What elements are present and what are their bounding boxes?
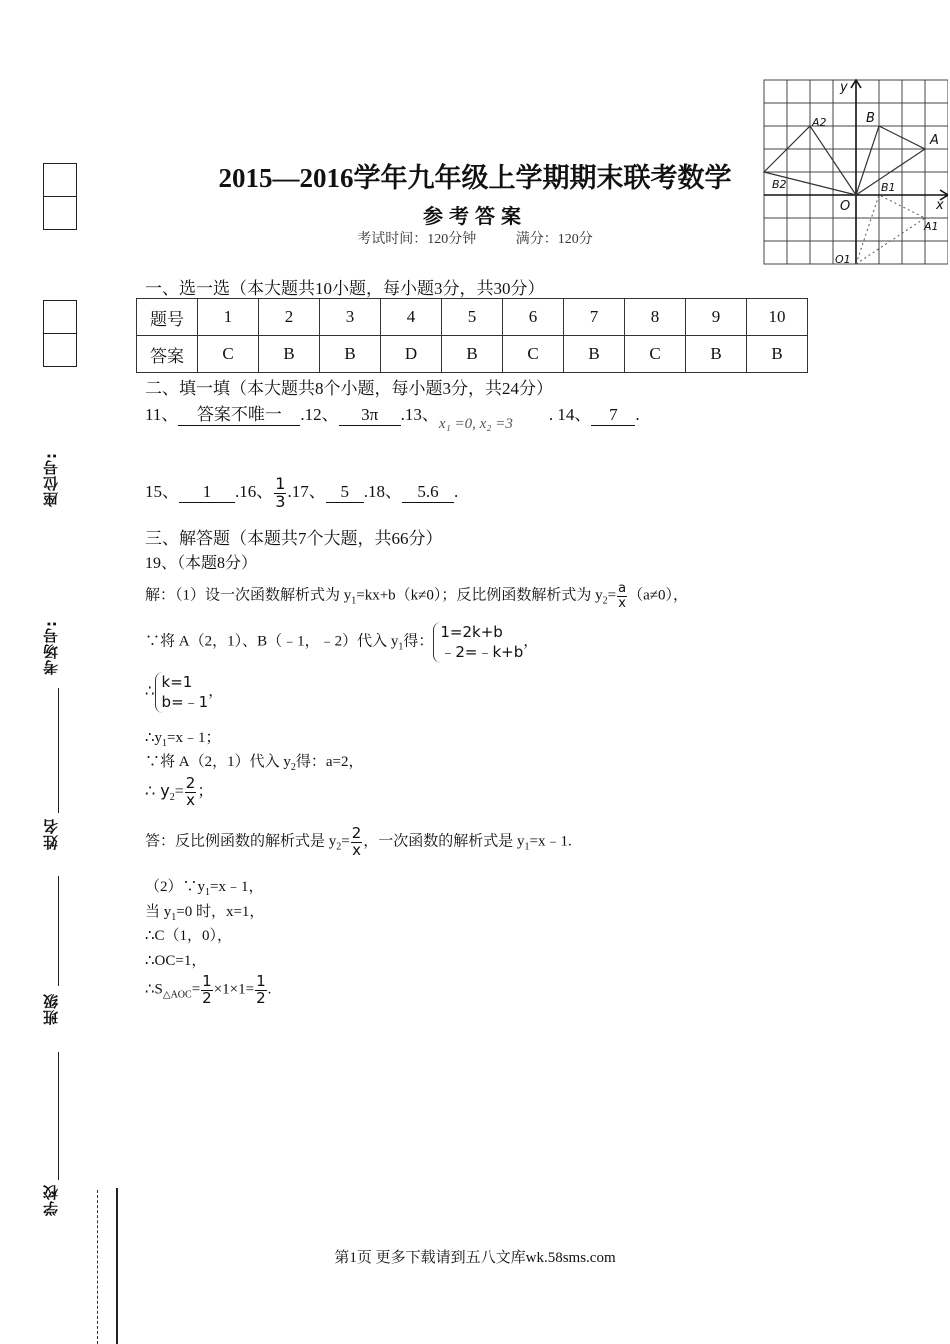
sub: 1 xyxy=(398,641,404,653)
s8a: （2）∵y xyxy=(145,879,206,895)
s12c: ×1×1= xyxy=(213,981,255,998)
sub: 2 xyxy=(602,595,608,607)
s3b: ， xyxy=(208,683,224,700)
table-cell: C xyxy=(625,336,686,373)
fill-row-2 xyxy=(145,476,458,511)
frac-den: x xyxy=(186,790,195,809)
name-label: 姓名 xyxy=(42,818,60,850)
s4a: ∴y xyxy=(145,730,163,746)
q14-end: . xyxy=(635,405,640,424)
s12e: . xyxy=(267,981,272,998)
frac-1-over-2 xyxy=(201,974,213,1007)
s6b: = xyxy=(174,782,184,800)
q13-label: .13、 xyxy=(400,405,439,424)
table-cell: 3 xyxy=(320,299,381,336)
table-cell: B xyxy=(686,336,747,373)
s1d: （a≠0）， xyxy=(628,587,688,604)
table-cell: 10 xyxy=(747,299,808,336)
equation-system-2 xyxy=(155,672,209,713)
binding-line-dashed xyxy=(97,1190,98,1344)
graph-label-a: A xyxy=(930,133,939,148)
fill-row-1 xyxy=(145,400,640,433)
s8b: =x﹣1， xyxy=(210,879,264,895)
q17-answer: 5 xyxy=(326,482,364,503)
table-cell: B xyxy=(259,336,320,373)
q19-heading: 19、（本题8分） xyxy=(145,555,258,572)
solution-line-5 xyxy=(145,750,363,773)
s2a: ∵将 A（2，1）、B（﹣1，﹣2）代入 y xyxy=(145,633,399,650)
q15-label: 15、 xyxy=(145,482,179,502)
exam-room-label: 考场号: xyxy=(42,620,60,675)
frac-num: 1 xyxy=(256,972,266,990)
graph-label-b: B xyxy=(866,111,875,126)
q12-answer: 3π xyxy=(339,405,401,426)
table-cell: 2 xyxy=(259,299,320,336)
q16-label: .16、 xyxy=(235,482,274,502)
frac-den: x xyxy=(618,595,626,611)
q14-label: . 14、 xyxy=(548,405,592,424)
sub: 1 xyxy=(205,887,211,898)
q18-label: .18、 xyxy=(363,482,402,502)
s4b: =x﹣1； xyxy=(167,730,221,746)
class-line xyxy=(58,1052,59,1180)
table-cell: C xyxy=(198,336,259,373)
graph-label-b1: B1 xyxy=(881,181,896,194)
sub: 2 xyxy=(336,841,342,853)
table-cell: 8 xyxy=(625,299,686,336)
table-cell: B xyxy=(442,336,503,373)
q17-label: .17、 xyxy=(287,482,326,502)
frac-1-over-2 xyxy=(255,974,267,1007)
solution-line-6 xyxy=(145,776,213,809)
graph-label-b2: B2 xyxy=(772,178,787,191)
frac-num: 1 xyxy=(202,972,212,990)
s12b: = xyxy=(191,981,201,998)
q15-answer: 1 xyxy=(179,482,235,503)
eq-line: k=1 xyxy=(161,673,193,691)
document-title: 2015—2016学年九年级上学期期末联考数学 xyxy=(218,163,732,193)
sub: 1 xyxy=(162,738,168,749)
frac-den: x xyxy=(352,840,361,859)
s6a: ∴ y xyxy=(145,780,170,800)
eq-line: ﹣2=﹣k+b xyxy=(440,643,524,662)
s6c: ； xyxy=(197,782,214,800)
solution-line-11: ∴OC=1， xyxy=(145,953,207,969)
section2-heading: 二、填一填（本大题共8个小题，每小题3分，共24分） xyxy=(145,379,553,398)
solution-line-9 xyxy=(145,900,264,923)
q16-answer xyxy=(274,476,286,511)
s1a: 解：（1）设一次函数解析式为 y xyxy=(145,587,352,604)
solution-line-1 xyxy=(145,582,688,610)
s7b: = xyxy=(341,833,350,850)
frac-den: 2 xyxy=(256,988,266,1007)
class-label: 班级 xyxy=(42,993,60,1025)
q14-answer: 7 xyxy=(591,405,635,426)
sub: 2 xyxy=(169,792,175,804)
sub: 1 xyxy=(171,912,177,923)
graph-label-o1: O1 xyxy=(835,253,851,266)
s2b: 得： xyxy=(403,633,434,650)
q13-answer: x₁ =0, x₂ =3 xyxy=(438,416,513,432)
s7c: ，一次函数的解析式是 y xyxy=(363,833,525,850)
table-cell: 9 xyxy=(686,299,747,336)
s3a: ∴ xyxy=(145,683,155,700)
frac-den: 2 xyxy=(202,988,212,1007)
solution-line-10: ∴C（1，0）， xyxy=(145,928,233,944)
s5b: 得：a=2， xyxy=(295,754,364,770)
s9a: 当 y xyxy=(145,904,172,920)
frac-num: 2 xyxy=(351,824,362,842)
sub: 1 xyxy=(351,595,357,607)
q11-answer: 答案不唯一 xyxy=(178,400,300,426)
graph-label-o: O xyxy=(840,199,851,214)
table-cell: 1 xyxy=(198,299,259,336)
sub: 1 xyxy=(524,841,530,853)
frac-num: a xyxy=(618,581,627,596)
frac-2-over-x xyxy=(185,776,197,809)
document-subtitle: 参考答案 xyxy=(423,204,527,228)
exam-meta xyxy=(0,228,950,248)
solution-line-4 xyxy=(145,726,221,749)
page-footer: 第1页 更多下载请到五八文库wk.58sms.com xyxy=(334,1250,616,1266)
frac-num: 2 xyxy=(185,774,196,792)
q16-den: 3 xyxy=(275,491,286,511)
graph-label-y: y xyxy=(840,80,848,95)
table-cell: 4 xyxy=(381,299,442,336)
sub: △AOC xyxy=(162,989,192,1001)
s1b: =kx+b（k≠0）；反比例函数解析式为 y xyxy=(356,587,603,604)
table-cell: C xyxy=(503,336,564,373)
s7a: 答：反比例函数的解析式是 y xyxy=(145,833,337,850)
frac-a-over-x xyxy=(617,582,627,610)
table-cell: B xyxy=(747,336,808,373)
section3-heading: 三、解答题（本题共7个大题，共66分） xyxy=(145,529,443,548)
eq-line: 1=2k+b xyxy=(440,623,503,641)
exam-room-line xyxy=(58,688,59,813)
s9b: =0 时，x=1， xyxy=(176,904,265,920)
answer-table xyxy=(136,298,808,373)
solution-line-7 xyxy=(145,826,572,859)
q18-answer: 5.6 xyxy=(402,482,454,503)
seat-number-label: 座位号: xyxy=(42,452,60,507)
table-row-answers xyxy=(137,336,808,373)
exam-score: 满分：120分 xyxy=(515,232,593,247)
frac-2-over-x xyxy=(351,826,363,859)
q12-label: .12、 xyxy=(300,405,339,424)
s5a: ∵将 A（2，1）代入 y xyxy=(145,754,291,770)
table-cell: 7 xyxy=(564,299,625,336)
q18-end: . xyxy=(453,482,459,502)
q11-label: 11、 xyxy=(145,405,179,424)
name-line xyxy=(58,876,59,986)
table-row-numbers xyxy=(137,299,808,336)
graph-label-a2: A2 xyxy=(812,116,827,129)
eq-line: b=﹣1 xyxy=(161,693,209,712)
s12a: ∴S xyxy=(145,981,163,998)
graph-label-x: x xyxy=(936,198,944,213)
row-label-answer: 答案 xyxy=(137,336,198,373)
s1c: = xyxy=(607,587,617,604)
section1-heading: 一、选一选（本大题共10小题，每小题3分，共30分） xyxy=(145,279,545,298)
table-cell: B xyxy=(320,336,381,373)
equation-system-1 xyxy=(433,622,523,663)
s7e: =x﹣1. xyxy=(529,833,572,850)
table-cell: 5 xyxy=(442,299,503,336)
row-label-number: 题号 xyxy=(137,299,198,336)
graph-label-a1: A1 xyxy=(924,220,939,233)
q16-num: 1 xyxy=(275,474,286,493)
solution-line-12 xyxy=(145,974,271,1007)
table-cell: D xyxy=(381,336,442,373)
seat-box-bottom xyxy=(43,300,77,367)
school-label: 学校 xyxy=(42,1184,60,1216)
solution-line-8 xyxy=(145,875,263,898)
sub: 2 xyxy=(290,762,296,773)
exam-time: 考试时间：120分钟 xyxy=(357,232,477,247)
solution-line-2 xyxy=(145,622,538,663)
s2c: ， xyxy=(523,633,539,650)
table-cell: B xyxy=(564,336,625,373)
table-cell: 6 xyxy=(503,299,564,336)
solution-line-3 xyxy=(145,672,223,713)
